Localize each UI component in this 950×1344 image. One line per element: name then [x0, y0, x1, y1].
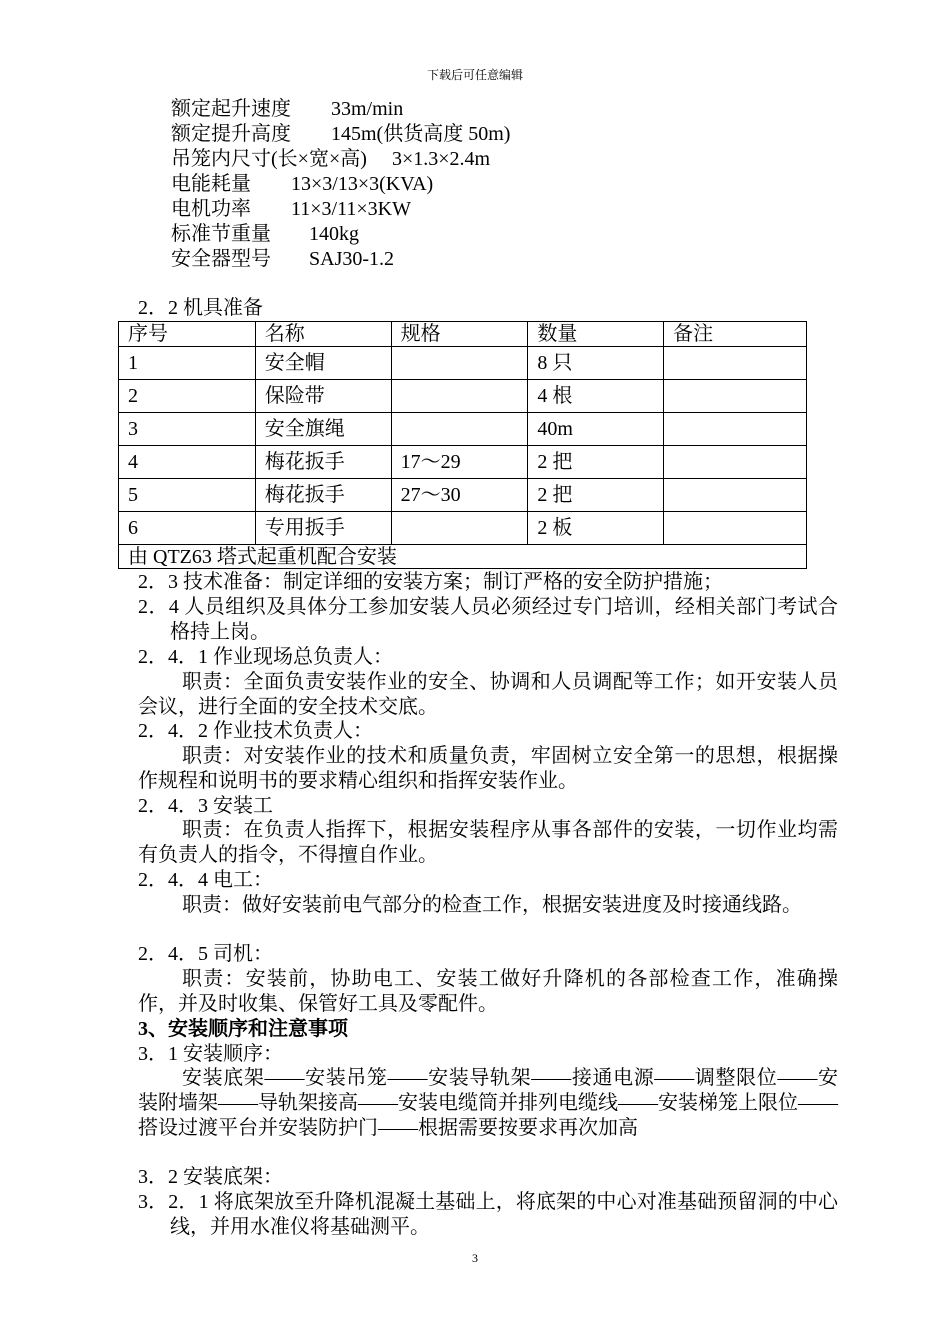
paragraph-2-4-2: 职责：对安装作业的技术和质量负责，牢固树立安全第一的思想，根据操作规程和说明书的要求精心组织和指挥安装作业。 [138, 745, 838, 792]
table-cell: 2 [119, 380, 256, 413]
paragraph-2-3: 2．3 技术准备：制定详细的安装方案；制订严格的安全防护措施； [138, 571, 723, 593]
spec-value: 13×3/13×3(KVA) [291, 173, 434, 195]
heading-section-3: 3、安装顺序和注意事项 [138, 1018, 348, 1040]
spec-label: 吊笼内尺寸(长×宽×高) [171, 148, 367, 170]
table-cell: 2 把 [528, 446, 664, 479]
spec-label: 电能耗量 [171, 173, 251, 195]
table-header-cell: 序号 [119, 322, 256, 347]
heading-3-2: 3．2 安装底架： [138, 1166, 283, 1188]
table-cell: 专用扳手 [255, 512, 391, 545]
table-row [119, 413, 807, 446]
table-cell [664, 347, 807, 380]
table-cell [391, 347, 528, 380]
spec-row [171, 97, 403, 121]
spec-row [171, 197, 411, 221]
spec-value: 140kg [309, 223, 359, 245]
table-row [119, 380, 807, 413]
spec-value: 3×1.3×2.4m [392, 148, 491, 170]
table-cell: 1 [119, 347, 256, 380]
table-cell [664, 380, 807, 413]
table-header-cell: 名称 [255, 322, 391, 347]
spec-value: 33m/min [331, 98, 404, 120]
paragraph-2-4-4: 职责：做好安装前电气部分的检查工作，根据安装进度及时接通线路。 [182, 894, 802, 916]
spec-label: 电机功率 [171, 198, 251, 220]
heading-2-4-1: 2．4．1 作业现场总负责人： [138, 646, 393, 668]
heading-2-4-2: 2．4．2 作业技术负责人： [138, 720, 373, 742]
table-cell [664, 512, 807, 545]
table-header-cell: 数量 [528, 322, 664, 347]
table-cell: 40m [528, 413, 664, 446]
table-row [119, 347, 807, 380]
spec-row [171, 172, 433, 196]
spec-label: 额定提升高度 [171, 123, 291, 145]
table-cell [664, 479, 807, 512]
heading-3-1: 3．1 安装顺序： [138, 1043, 283, 1065]
table-cell: 梅花扳手 [255, 446, 391, 479]
table-cell [664, 413, 807, 446]
paragraph-2-4-3: 职责：在负责人指挥下，根据安装程序从事各部件的安装，一切作业均需有负责人的指令，不得擅自作业。 [138, 819, 838, 866]
table-row [119, 446, 807, 479]
spec-row [171, 247, 394, 271]
paragraph-3-1: 安装底架——安装吊笼——安装导轨架——接通电源——调整限位——安装附墙架——导轨架接高——安装电缆筒并排列电缆线——安装梯笼上限位——搭设过渡平台并安装防护门——根据需要按要求再次加高 [138, 1067, 838, 1139]
spec-row [171, 147, 490, 171]
spec-value: 145m(供货高度 50m) [331, 123, 511, 145]
table-footer-row [119, 545, 807, 569]
table-header-row [119, 322, 807, 347]
table-cell: 6 [119, 512, 256, 545]
page-number: 3 [472, 1251, 478, 1265]
spec-value: SAJ30-1.2 [309, 248, 395, 270]
header-note: 下载后可任意编辑 [426, 68, 523, 82]
table-cell: 安全帽 [255, 347, 391, 380]
spec-label: 标准节重量 [171, 223, 271, 245]
paragraph-2-4-5: 职责：安装前，协助电工、安装工做好升降机的各部检查工作，准确操作，并及时收集、保管好工具及零配件。 [138, 968, 838, 1015]
table-footer-cell: 由 QTZ63 塔式起重机配合安装 [119, 545, 807, 569]
paragraph-2-4-1: 职责：全面负责安装作业的安全、协调和人员调配等工作；如开安装人员会议，进行全面的安全技术交底。 [138, 671, 838, 718]
table-cell: 27～30 [391, 479, 528, 512]
table-cell [391, 512, 528, 545]
table-cell [664, 446, 807, 479]
table-header-cell: 规格 [391, 322, 528, 347]
table-cell [391, 380, 528, 413]
table-header-cell: 备注 [664, 322, 807, 347]
table-cell: 梅花扳手 [255, 479, 391, 512]
paragraph-3-2-1: 3．2．1 将底架放至升降机混凝土基础上，将底架的中心对准基础预留洞的中心线，并用水准仪将基础测平。 [138, 1191, 838, 1238]
section-title: 2．2 机具准备 [138, 297, 263, 319]
spec-row [171, 122, 510, 146]
table-cell: 17～29 [391, 446, 528, 479]
paragraph-2-4: 2．4 人员组织及具体分工参加安装人员必须经过专门培训，经相关部门考试合格持上岗。 [138, 596, 838, 643]
table-row [119, 512, 807, 545]
heading-2-4-3: 2．4．3 安装工 [138, 795, 273, 817]
table-cell [391, 413, 528, 446]
table-row [119, 479, 807, 512]
spec-label: 安全器型号 [171, 248, 271, 270]
spec-row [171, 222, 359, 246]
spec-value: 11×3/11×3KW [291, 198, 411, 220]
table-cell: 8 只 [528, 347, 664, 380]
table-cell: 3 [119, 413, 256, 446]
table-cell: 2 板 [528, 512, 664, 545]
spec-label: 额定起升速度 [171, 98, 291, 120]
table-cell: 保险带 [255, 380, 391, 413]
table-cell: 5 [119, 479, 256, 512]
tools-table [118, 321, 807, 569]
table-cell: 4 根 [528, 380, 664, 413]
table-cell: 4 [119, 446, 256, 479]
table-cell: 2 把 [528, 479, 664, 512]
heading-2-4-4: 2．4．4 电工： [138, 869, 273, 891]
heading-2-4-5: 2．4．5 司机： [138, 943, 273, 965]
table-cell: 安全旗绳 [255, 413, 391, 446]
